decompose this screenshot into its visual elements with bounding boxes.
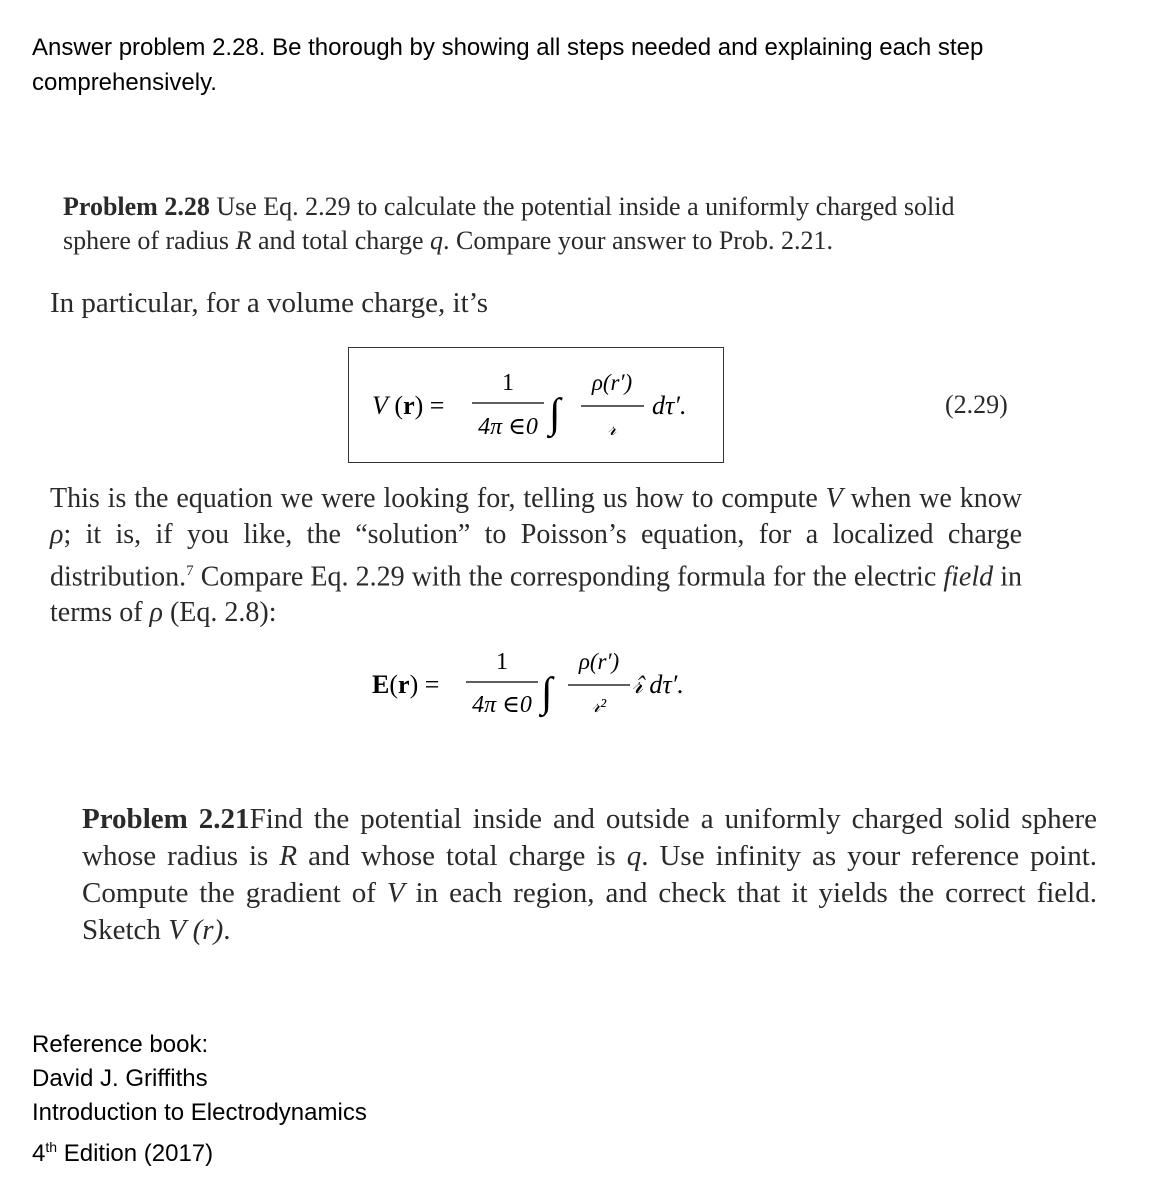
para-text-5: in terms of bbox=[50, 561, 1022, 629]
eq28-frac-den: 𝓇² bbox=[591, 695, 607, 717]
reference-block bbox=[32, 1028, 367, 1171]
eq28-num: 1 bbox=[496, 649, 508, 675]
equation-2-29-number: (2.29) bbox=[945, 390, 1008, 419]
problem-2-21-R: R bbox=[279, 840, 298, 872]
instruction-text: Answer problem 2.28. Be thorough by showing all steps needed and explaining each step comprehensively. bbox=[32, 34, 984, 96]
explanation-paragraph bbox=[50, 481, 1022, 631]
eq28-integral: ∫ bbox=[541, 670, 553, 716]
problem-2-28-text-2: and total charge bbox=[251, 226, 431, 255]
volume-charge-intro: In particular, for a volume charge, it’s bbox=[50, 287, 488, 319]
problem-2-21-Vr: V (r) bbox=[168, 914, 224, 946]
edition-year: Edition (2017) bbox=[57, 1140, 214, 1167]
problem-2-21-label: Problem 2.21 bbox=[82, 803, 250, 835]
problem-2-28-q: q bbox=[430, 226, 444, 255]
problem-2-21-V: V bbox=[386, 877, 405, 909]
para-text-4: Compare Eq. 2.29 with the corresponding formula for the electric bbox=[193, 561, 944, 593]
eq229-integral: ∫ bbox=[549, 391, 561, 437]
problem-2-21-q: q bbox=[626, 840, 642, 872]
para-V: V bbox=[825, 483, 843, 514]
problem-2-21-text-5: . bbox=[223, 914, 231, 946]
eq28-tail: 𝓇̂ dτ′. bbox=[632, 670, 684, 699]
eq229-frac-den: 𝓇 bbox=[607, 418, 617, 440]
reference-edition bbox=[32, 1130, 367, 1171]
para-text-3: ; it is, if you like, the “solution” to Poisson’s equation, for a localized charge distribution. bbox=[50, 519, 1022, 593]
equation-2-8 bbox=[360, 640, 720, 730]
para-rho: ρ bbox=[50, 519, 64, 550]
eq28-frac-num: ρ(r′) bbox=[578, 649, 620, 674]
problem-2-21 bbox=[82, 801, 1097, 949]
edition-suffix: th bbox=[45, 1139, 58, 1155]
reference-author: David J. Griffiths bbox=[32, 1065, 208, 1092]
eq28-lhs: E(r) = bbox=[372, 670, 440, 699]
problem-2-28-text-1: Use Eq. 2.29 to calculate the potential inside a uniformly charged solid sphere of radius bbox=[63, 192, 955, 255]
problem-2-21-text-1: Find the potential inside and outside a uniformly charged solid sphere whose radius is bbox=[82, 803, 1097, 872]
problem-2-28-R: R bbox=[235, 226, 252, 255]
footnote-marker: 7 bbox=[186, 563, 194, 579]
para-text-1: This is the equation we were looking for, telling us how to compute bbox=[50, 483, 826, 514]
reference-label: Reference book: bbox=[32, 1031, 209, 1058]
eq229-num: 1 bbox=[502, 370, 514, 396]
reference-title: Introduction to Electrodynamics bbox=[32, 1099, 367, 1126]
eq229-tail: dτ′. bbox=[652, 391, 687, 420]
problem-2-21-text-2: and whose total charge is bbox=[297, 840, 627, 872]
equation-2-29 bbox=[348, 347, 724, 463]
edition-number: 4 bbox=[32, 1140, 46, 1167]
eq28-den: 4π ∈0 bbox=[472, 692, 532, 718]
eq229-lhs: V (r) = bbox=[372, 391, 445, 420]
eq229-frac-num: ρ(r′) bbox=[591, 370, 633, 395]
problem-2-28-label: Problem 2.28 bbox=[63, 192, 210, 221]
para-rho-2: ρ bbox=[149, 597, 163, 629]
para-field: field bbox=[943, 561, 994, 593]
problem-2-28 bbox=[63, 190, 1023, 258]
problem-2-21-text-3: . Use infinity as your reference point. Compute the gradient of bbox=[82, 840, 1098, 909]
problem-2-21-text-4: in each region, and check that it yields the correct field. Sketch bbox=[82, 877, 1097, 946]
para-text-2: when we know bbox=[842, 483, 1022, 514]
eq229-den: 4π ∈0 bbox=[478, 414, 538, 440]
para-text-6: (Eq. 2.8): bbox=[162, 597, 277, 629]
problem-2-28-text-3: . Compare your answer to Prob. 2.21. bbox=[443, 226, 833, 255]
